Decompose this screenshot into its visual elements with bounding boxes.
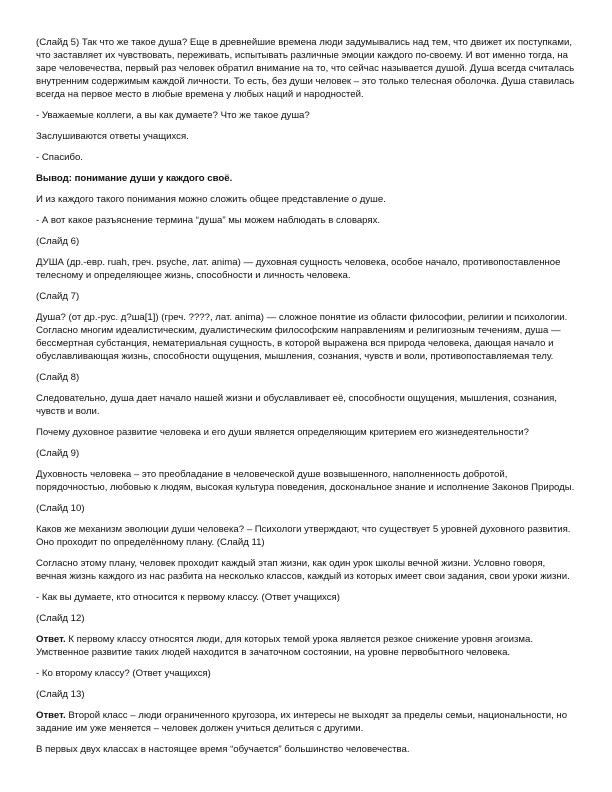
paragraph-plan xyxy=(36,557,576,583)
paragraph-text: Каков же механизм эволюции души человека? – Психологи утверждают, что существует 5 уровней духовного развития. Оно проходит по определённому плану. (Слайд 11) xyxy=(36,524,571,548)
paragraph-slide12 xyxy=(36,612,576,625)
paragraph-definition-2 xyxy=(36,311,576,363)
paragraph-text: Заслушиваются ответы учащихся. xyxy=(36,131,189,142)
paragraph-answers-note xyxy=(36,130,576,143)
paragraph-text: - Спасибо. xyxy=(36,152,83,163)
paragraph-slide8 xyxy=(36,371,576,384)
answer-label: Ответ. xyxy=(36,710,66,721)
paragraph-text: - Ко второму классу? (Ответ учащихся) xyxy=(36,668,211,679)
paragraph-slide5-intro xyxy=(36,36,576,101)
paragraph-text: - Уважаемые коллеги, а вы как думаете? Что же такое душа? xyxy=(36,110,310,121)
paragraph-text: Духовность человека – это преобладание в человеческой душе возвышенного, наполненность добротой, порядочностью, любовью к людям, высокая культура поведения, доскональное знание и исполнение Законов Природы. xyxy=(36,469,575,493)
paragraph-definition-1 xyxy=(36,256,576,282)
paragraph-slide10 xyxy=(36,502,576,515)
paragraph-text: Душа? (от др.-рус. д?ша[1]) (греч. ????, лат. anima) — сложное понятие из области философии, религии и психологии. Согласно многим идеалистическим, дуалистическим философским направлениям и религиозным течениям, душа — бессмертная субстанция, нематериальная сущность, в которой выражена вся природа человека, дающая начало и обуславливающая жизнь, способности ощущения, мышления, сознания, чувств и воли, противопоставляемая телу. xyxy=(36,312,568,362)
paragraph-text: - А вот какое разъяснение термина “душа” мы можем наблюдать в словарях. xyxy=(36,215,381,226)
paragraph-text: (Слайд 10) xyxy=(36,503,85,514)
paragraph-second-class-question xyxy=(36,667,576,680)
paragraph-text: - Как вы думаете, кто относится к первому классу. (Ответ учащихся) xyxy=(36,592,340,603)
paragraph-question-colleagues xyxy=(36,109,576,122)
paragraph-text: (Слайд 13) xyxy=(36,689,85,700)
paragraph-text: Второй класс – люди ограниченного кругозора, их интересы не выходят за пределы семьи, национальности, но задание им уже меняется – человек должен учиться делиться с другими. xyxy=(36,710,568,734)
paragraph-evolution-mechanism xyxy=(36,523,576,549)
paragraph-text: (Слайд 6) xyxy=(36,236,80,247)
paragraph-text: ДУША (др.-евр. ruah, греч. psyche, лат. anima) — духовная сущность человека, особое начало, противопоставленное телесному и определяющее жизнь, способности и личность человека. xyxy=(36,257,561,281)
paragraph-answer-second-class xyxy=(36,709,576,735)
paragraph-text: (Слайд 9) xyxy=(36,448,80,459)
paragraph-consequently xyxy=(36,392,576,418)
paragraph-text: (Слайд 12) xyxy=(36,613,85,624)
paragraph-why-question xyxy=(36,426,576,439)
paragraph-text: И из каждого такого понимания можно сложить общее представление о душе. xyxy=(36,194,386,205)
paragraph-text: (Слайд 5) Так что же такое душа? Еще в древнейшие времена люди задумывались над тем, что движет их поступками, что заставляет их чувствовать, переживать, испытывать различные эмоции каждого по-своему. И вот именно тогда, на заре человечества, первый раз человек обратил внимание на то, что сейчас называется душой. Душа всегда считалась внутренним содержимым каждой личности. То есть, без души человек – это только телесная оболочка. Душа ставилась всегда на первое место в любые времена у любых наций и народностей. xyxy=(36,37,575,100)
paragraph-general-idea xyxy=(36,193,576,206)
paragraph-first-two-classes xyxy=(36,743,576,756)
paragraph-dictionary-intro xyxy=(36,214,576,227)
conclusion-heading: Вывод: понимание души у каждого своё. xyxy=(36,173,233,184)
paragraph-slide7 xyxy=(36,290,576,303)
answer-label: Ответ. xyxy=(36,634,66,645)
paragraph-text: К первому классу относятся люди, для которых темой урока является резкое снижение уровня эгоизма. Умственное развитие таких людей находится в зачаточном состоянии, на уровне первобытного человека. xyxy=(36,634,534,658)
paragraph-text: Согласно этому плану, человек проходит каждый этап жизни, как один урок школы вечной жизни. Условно говоря, вечная жизнь каждого из нас разбита на несколько классов, каждый из которых имеет свои задания, свои уроки жизни. xyxy=(36,558,570,582)
paragraph-text: (Слайд 8) xyxy=(36,372,80,383)
paragraph-slide9 xyxy=(36,447,576,460)
paragraph-text: (Слайд 7) xyxy=(36,291,80,302)
paragraph-first-class-question xyxy=(36,591,576,604)
paragraph-slide13 xyxy=(36,688,576,701)
document-page xyxy=(36,36,576,764)
paragraph-text: В первых двух классах в настоящее время “обучается” большинство человечества. xyxy=(36,744,410,755)
paragraph-answer-first-class xyxy=(36,633,576,659)
paragraph-text: Следовательно, душа дает начало нашей жизни и обуславливает её, способности ощущения, мышления, сознания, чувств и воли. xyxy=(36,393,557,417)
paragraph-conclusion xyxy=(36,172,576,185)
paragraph-text: Почему духовное развитие человека и его души является определяющим критерием его жизнедеятельности? xyxy=(36,427,529,438)
paragraph-thanks xyxy=(36,151,576,164)
paragraph-spirituality xyxy=(36,468,576,494)
paragraph-slide6 xyxy=(36,235,576,248)
